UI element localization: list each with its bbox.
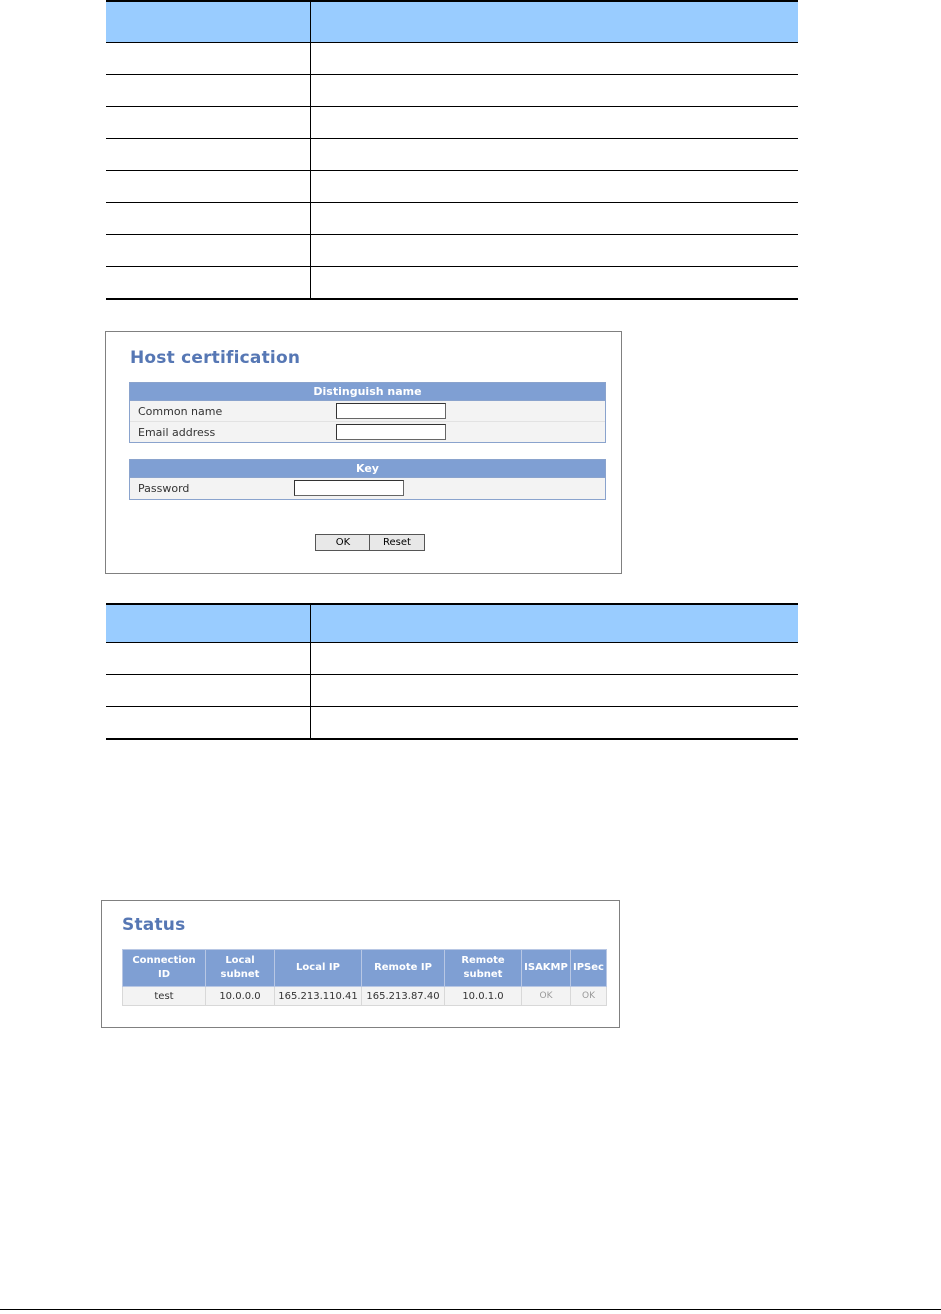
column-header-remote-ip: Remote IP	[362, 950, 445, 987]
common-name-row	[130, 401, 605, 421]
footer-rule	[0, 1309, 941, 1310]
column-header-connection-id: Connection ID	[123, 950, 206, 987]
status-title: Status	[122, 915, 186, 935]
table-header-row	[106, 604, 798, 643]
common-name-label: Common name	[138, 405, 223, 418]
local-subnet-cell: 10.0.0.0	[206, 987, 275, 1006]
reset-button[interactable]: Reset	[369, 534, 425, 551]
email-address-row	[130, 421, 605, 442]
host-certification-panel	[105, 331, 622, 574]
key-section	[129, 459, 606, 500]
table-row	[106, 707, 798, 740]
table-row	[106, 139, 798, 171]
password-input[interactable]	[294, 480, 404, 496]
remote-ip-cell: 165.213.87.40	[362, 987, 445, 1006]
status-table	[122, 949, 607, 1006]
ok-button[interactable]: OK	[315, 534, 371, 551]
table-row	[106, 75, 798, 107]
status-panel	[101, 900, 620, 1028]
status-header-row	[123, 950, 607, 987]
parameter-table-bottom	[106, 603, 798, 740]
host-certification-title: Host certification	[130, 348, 301, 368]
column-header-local-subnet: Local subnet	[206, 950, 275, 987]
column-header-isakmp: ISAKMP	[522, 950, 571, 987]
local-ip-cell: 165.213.110.41	[275, 987, 362, 1006]
distinguish-name-section	[129, 382, 606, 443]
table-row	[106, 267, 798, 300]
column-header-remote-subnet: Remote subnet	[445, 950, 522, 987]
table-row	[106, 43, 798, 75]
password-label: Password	[138, 482, 190, 495]
distinguish-name-header: Distinguish name	[130, 383, 605, 401]
table-header-row	[106, 1, 798, 43]
table-row	[106, 203, 798, 235]
table-row	[106, 171, 798, 203]
column-header-ipsec: IPSec	[571, 950, 607, 987]
common-name-input[interactable]	[336, 403, 446, 419]
table-row	[106, 643, 798, 675]
table-row	[106, 235, 798, 267]
isakmp-status-badge: OK	[522, 987, 571, 1006]
table-row	[106, 107, 798, 139]
table-row	[123, 987, 607, 1006]
remote-subnet-cell: 10.0.1.0	[445, 987, 522, 1006]
password-row	[130, 478, 605, 498]
table-row	[106, 675, 798, 707]
ipsec-status-badge: OK	[571, 987, 607, 1006]
email-address-input[interactable]	[336, 424, 446, 440]
column-header-local-ip: Local IP	[275, 950, 362, 987]
connection-id-cell: test	[123, 987, 206, 1006]
email-address-label: Email address	[138, 426, 216, 439]
key-header: Key	[130, 460, 605, 478]
parameter-table-top	[106, 0, 798, 300]
